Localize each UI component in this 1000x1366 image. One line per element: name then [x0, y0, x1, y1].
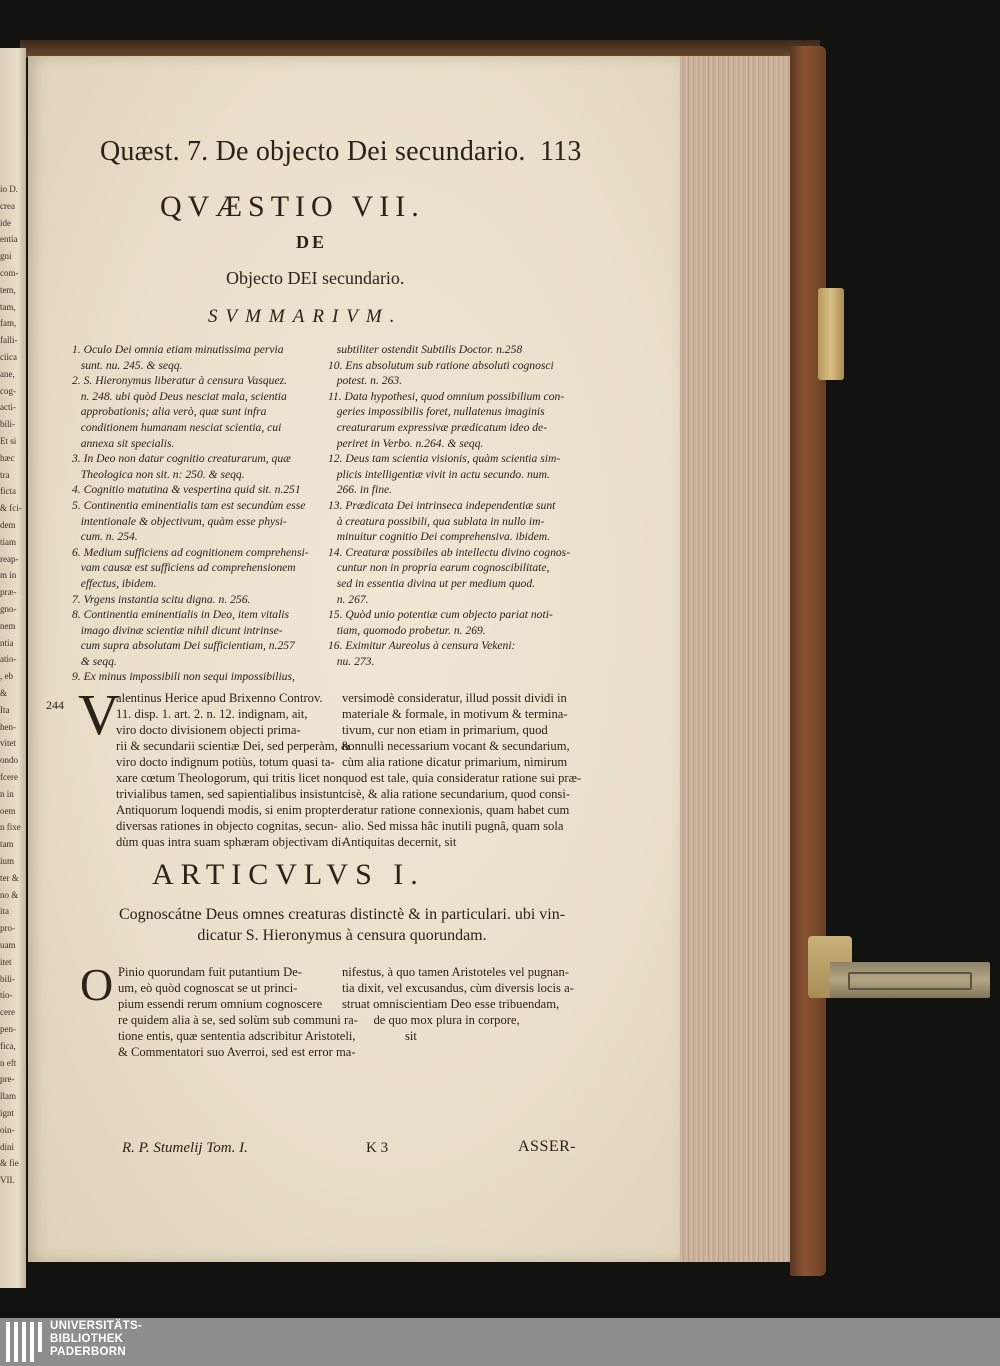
summary-line: 6. Medium sufficiens ad cognitionem comprehensi-: [72, 545, 309, 559]
summary-line: 3. In Deo non datur cognitio creaturarum, quæ: [72, 452, 291, 466]
summary-line: 5. Continentia eminentialis tam est secundùm esse: [72, 498, 306, 512]
facing-page-fragment: ium: [0, 856, 15, 866]
facing-page-fragment: llam: [0, 1091, 16, 1102]
footer-gathering-mark: K 3: [366, 1140, 389, 1156]
summary-line: sed in essentia divina ut per medium quod.: [328, 576, 536, 590]
facing-page-fragment: entia: [0, 234, 18, 245]
facing-page-fragment: & fci-: [0, 503, 22, 514]
clasp-strap: [830, 962, 990, 998]
library-name-line: PADERBORN: [50, 1346, 126, 1358]
summary-line: cum. n. 254.: [72, 530, 138, 544]
text-line: diversas rationes in objecto cognitas, secun-: [116, 819, 338, 833]
question-subject: Objecto DEI secundario.: [226, 268, 405, 288]
summary-line: conditionem humanam nesciat scientia, cui: [72, 420, 282, 434]
facing-page-fragment: uam: [0, 940, 16, 950]
facing-page-fragment: cog-: [0, 385, 16, 396]
library-logo-icon: [6, 1322, 42, 1362]
intro-column-right: [342, 690, 581, 850]
article-column-right: [342, 964, 574, 1044]
text-line: Antiquorum loquendi modis, si enim propter: [116, 803, 342, 817]
text-line: tivum, cur non etiam in primarium, quod: [342, 723, 548, 737]
summary-line: 13. Prædicata Dei intrinseca independentiæ sunt: [328, 498, 556, 512]
summary-line: 10. Ens absolutum sub ratione absoluti cognosci: [328, 358, 554, 372]
text-line: de quo mox plura in corpore,: [342, 1013, 520, 1027]
running-head: [100, 136, 580, 168]
summary-line: 266. in fine.: [328, 483, 393, 497]
summary-line: 14. Creaturæ possibiles ab intellectu divino cognos-: [328, 545, 571, 559]
summary-line: minuitur cognitio Dei comprehensiva. ibidem.: [328, 530, 551, 544]
library-banner: [0, 1318, 1000, 1366]
summary-line: 12. Deus tam scientia visionis, quàm scientia sim-: [328, 452, 561, 466]
facing-page-fragment: pro-: [0, 923, 15, 934]
facing-page-fragment: ter &: [0, 872, 19, 883]
summary-line: intentionale & objectivum, quàm esse physi-: [72, 514, 287, 528]
text-line: tione entis, quæ sententia adscribitur Aristoteli,: [118, 1029, 356, 1043]
summary-line: & seqq.: [72, 654, 117, 668]
summary-line: nu. 273.: [328, 654, 375, 668]
facing-page-fragment: tam,: [0, 301, 16, 312]
summary-column-right: [328, 342, 590, 669]
facing-page-fragment: reap-: [0, 553, 19, 564]
text-line: sit: [342, 1029, 417, 1043]
page-number: 113: [540, 136, 582, 167]
summary-column-left: [72, 342, 318, 685]
summary-line: creaturarum expressivæ prædicatum ideo de-: [328, 420, 548, 434]
facing-page-fragment: itet: [0, 956, 12, 967]
summary-line: 7. Vrgens instantia scitu digna. n. 256.: [72, 592, 251, 606]
facing-page-fragment: hæc: [0, 452, 15, 463]
facing-page-fragment: VII.: [0, 1175, 15, 1186]
facing-page-fragment: ciica: [0, 352, 17, 362]
library-name: [50, 1320, 142, 1359]
library-name-line: BIBLIOTHEK: [50, 1333, 124, 1345]
text-line: viro docto indignum potiùs, totum quasi ta-: [116, 755, 335, 769]
summary-line: potest. n. 263.: [328, 374, 403, 388]
text-line: materiale & formale, in motivum & termina-: [342, 707, 568, 721]
facing-page-fragment: com-: [0, 268, 19, 278]
footer-catchword: ASSER-: [518, 1138, 577, 1155]
article-title: ARTICVLVS I.: [152, 858, 425, 891]
facing-page-fragment: , eb: [0, 671, 13, 682]
facing-page-fragment: falli-: [0, 335, 18, 346]
facing-page-fragment: tiam: [0, 536, 16, 547]
facing-page-fragment: fam,: [0, 318, 17, 329]
summary-line: 2. S. Hieronymus liberatur à censura Vasquez.: [72, 374, 288, 388]
page-block-edges: [680, 56, 792, 1262]
summary-line: 4. Cognitio matutina & vespertina quid sit. n.251: [72, 483, 301, 497]
facing-page-fragment: ane,: [0, 368, 15, 379]
summary-line: tiam, quomodo probetur. n. 269.: [328, 623, 486, 637]
clasp-catch-top: [818, 288, 844, 380]
facing-page-fragment: ita: [0, 906, 9, 917]
facing-page-fragment: m in: [0, 570, 17, 581]
facing-page-fragment: acti-: [0, 402, 16, 413]
facing-page-fragment: fica,: [0, 1040, 16, 1051]
summary-line: cum supra absolutam Dei sufficientiam, n.257: [72, 639, 295, 653]
margin-number: 244: [46, 698, 64, 712]
summary-line: Theologica non sit. n: 250. & seqq.: [72, 467, 245, 481]
summary-line: 16. Eximitur Aureolus à censura Vekeni:: [328, 639, 516, 653]
facing-page-fragment: vitet: [0, 738, 16, 749]
text-line: struat omniscientiam Deo esse tribuendam,: [342, 997, 560, 1011]
summary-line: à creatura possibili, qua sublata in nullo im-: [328, 514, 545, 528]
facing-page-fragment: ide: [0, 217, 11, 228]
summary-line: imago divinæ scientiæ nihil dicunt intrinse-: [72, 623, 283, 637]
text-line: alio. Sed missa hâc inutili pugnâ, quam sola: [342, 819, 564, 833]
facing-page-fragment: hen-: [0, 721, 16, 732]
text-line: cisè, & alia ratione secundarium, quod consi-: [342, 787, 571, 801]
library-name-line: UNIVERSITÄTS-: [50, 1320, 143, 1332]
facing-page-fragment: dini: [0, 1141, 15, 1152]
text-line: trivialibus tamen, sed sapientialibus insistunt: [116, 787, 343, 801]
facing-page-fragment: fcere: [0, 772, 18, 782]
book-back-cover: [790, 46, 826, 1276]
facing-page-fragment: & fie: [0, 1158, 19, 1169]
text-line: nifestus, à quo tamen Aristoteles vel pugnan-: [342, 965, 569, 979]
summary-line: 15. Quòd unio potentiæ cum objecto pariat noti-: [328, 608, 553, 622]
text-line: pium essendi rerum omnium cognoscere: [118, 997, 323, 1011]
drop-capital-v: V: [78, 682, 120, 747]
summary-line: approbationis; alia verò, quæ sunt infra: [72, 405, 267, 419]
intro-column-left: [116, 690, 351, 850]
facing-page-fragment: nem: [0, 620, 16, 631]
facing-page-fragment: bili-: [0, 419, 15, 430]
text-line: nonnulli necessarium vocant & secundarium,: [342, 739, 570, 753]
article-column-left: [118, 964, 358, 1060]
drop-capital-o: O: [80, 959, 114, 1010]
facing-page-fragment: tem,: [0, 284, 16, 295]
facing-page-fragment: præ-: [0, 587, 17, 598]
summary-line: effectus, ibidem.: [72, 576, 157, 590]
facing-page-fragment: atio-: [0, 654, 17, 665]
facing-page-fragment: pen-: [0, 1024, 16, 1034]
summary-line: sunt. nu. 245. & seqq.: [72, 358, 183, 372]
facing-page-fragment: gno-: [0, 604, 17, 614]
text-line: re quidem alia à se, sed solùm sub communi ra-: [118, 1013, 358, 1027]
facing-page-fragment: oin-: [0, 1124, 15, 1135]
article-subtitle-line: dicatur S. Hieronymus à censura quorundam.: [197, 927, 487, 944]
facing-page-fragment: dem: [0, 520, 16, 530]
text-line: tia dixit, vel excusandus, cùm diversis locis a-: [342, 981, 574, 995]
summary-line: cuntur non in propria earum cognoscibilitate,: [328, 561, 550, 575]
facing-page-fragment: bili-: [0, 973, 15, 984]
facing-page-fragment: ntia: [0, 637, 14, 648]
text-line: cùm alia ratione dicatur primarium, nimirum: [342, 755, 568, 769]
facing-page-fragment: ficta: [0, 486, 16, 497]
text-line: quod est tale, quia consideratur ratione sui præ-: [342, 771, 582, 785]
facing-page-fragment: tra: [0, 469, 10, 480]
summary-line: geries impossibilis foret, nullatenus imaginis: [328, 405, 545, 419]
facing-page-fragment: io D.: [0, 184, 18, 194]
facing-page-fragment: cere: [0, 1007, 15, 1018]
text-line: deratur ratione connexionis, quam habet cum: [342, 803, 570, 817]
facing-page-fragment: Ita: [0, 704, 10, 715]
summary-line: 9. Ex minus impossibili non sequi impossibilius,: [72, 670, 295, 684]
facing-page-fragment: ondo: [0, 755, 18, 766]
summary-heading: SVMMARIVM.: [208, 306, 403, 327]
text-line: um, eò quòd cognoscat se ut princi-: [118, 981, 298, 995]
facing-page-fragment: ignt: [0, 1108, 15, 1118]
text-line: 11. disp. 1. art. 2. n. 12. indignam, ait,: [116, 707, 308, 721]
summary-line: plicis intelligentiæ vivit in actu secundo. num.: [328, 467, 550, 481]
running-head-title: Quæst. 7. De objecto Dei secundario.: [100, 136, 526, 167]
text-line: viro docto divisionem objecti prima-: [116, 723, 301, 737]
text-line: Pinio quorundam fuit putantium De-: [118, 965, 302, 979]
facing-page-fragment: &: [0, 688, 8, 698]
facing-page-fragment: crea: [0, 200, 15, 211]
article-subtitle-line: Cognoscátne Deus omnes creaturas distinctè & in particulari. ubi vin-: [118, 906, 566, 923]
summary-line: 11. Data hypothesi, quod omnium possibilium con-: [328, 389, 565, 403]
facing-page-fragment: gni: [0, 251, 12, 262]
facing-page-fragment: pre-: [0, 1074, 15, 1085]
footer-signature: R. P. Stumelij Tom. I.: [122, 1140, 248, 1156]
facing-page-edge: [0, 48, 26, 1288]
facing-page-fragment: tam: [0, 839, 14, 850]
facing-page-fragment: n eft: [0, 1057, 17, 1068]
question-de: DE: [296, 232, 328, 252]
facing-page-fragment: oem: [0, 805, 16, 816]
summary-line: subtiliter ostendit Subtilis Doctor. n.258: [328, 343, 523, 356]
facing-page-fragment: Et si: [0, 436, 17, 446]
summary-line: 8. Continentia eminentialis in Deo, item vitalis: [72, 608, 290, 622]
summary-line: periret in Verbo. n.264. & seqq.: [328, 436, 484, 450]
question-title: QVÆSTIO VII.: [160, 190, 425, 223]
facing-page-fragment: n fixe: [0, 822, 21, 833]
article-subtitle: [82, 904, 602, 946]
text-line: alentinus Herice apud Brixenno Controv.: [116, 691, 323, 705]
summary-line: vam causæ est sufficiens ad comprehensionem: [72, 561, 296, 575]
facing-page-fragment: n in: [0, 788, 14, 799]
text-line: rii & secundarii scientiæ Dei, sed perperàm, &: [116, 739, 351, 753]
facing-page-fragment: tio-: [0, 990, 13, 1001]
facing-page-fragment: no &: [0, 889, 19, 900]
text-line: & Commentatori suo Averroi, sed est error ma-: [118, 1045, 356, 1059]
text-line: Antiquitas decernit, sit: [342, 835, 457, 849]
summary-line: n. 248. ubi quòd Deus nesciat mala, scientia: [72, 389, 287, 403]
text-line: versimodè consideratur, illud possit dividi in: [342, 691, 567, 705]
summary-line: 1. Oculo Dei omnia etiam minutissima pervia: [72, 343, 284, 356]
summary-line: n. 267.: [328, 592, 369, 606]
text-line: xare cœtum Theologorum, qui tritis licet non: [116, 771, 343, 785]
text-line: dùm quas intra suam sphæram objectivam di-: [116, 835, 346, 849]
summary-line: annexa sit specialis.: [72, 436, 175, 450]
